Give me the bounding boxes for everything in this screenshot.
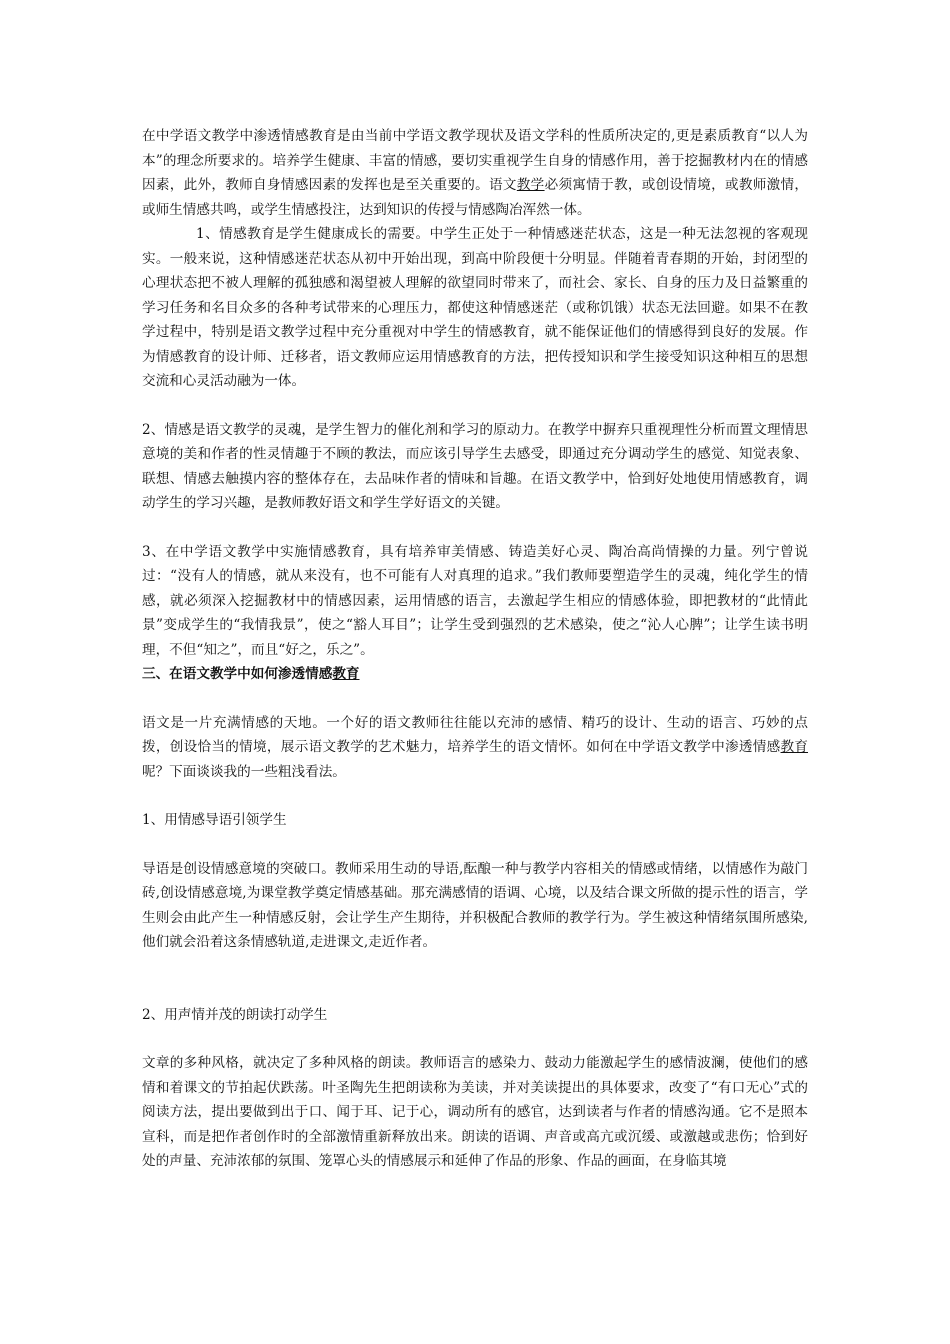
point-2-paragraph: 2、情感是语文教学的灵魂，是学生智力的催化剂和学习的原动力。在教学中摒弃只重视理性分析而置文理情思意境的美和作者的性灵情趣于不顾的教法，而应该引导学生去感受，即通过充分调动学生的感觉、知觉表象、联想、情感去触摸内容的整体存在，去品味作者的情味和旨趣。在语文教学中，恰到好处地使用情感教育，调动学生的学习兴趣，是教师教好语文和学生学好语文的关键。 [142, 421, 808, 511]
method-1-paragraph: 导语是创设情感意境的突破口。教师采用生动的导语,酝酿一种与教学内容相关的情感或情绪，以情感作为敲门砖,创设情感意境,为课堂教学奠定情感基础。那充满感情的语调、心境，以及结合课文所做的提示性的语言，学生则会由此产生一种情感反射，会让学生产生期待，并积极配合教师的教学行为。学生被这种情绪氛围所感染,他们就会沿着这条情感轨道,走进课文,走近作者。 [142, 860, 808, 950]
education-heading-link[interactable]: 教育 [332, 666, 360, 682]
intro-text-part1: 在中学语文教学中渗透情感教育是由当前中学语文教学现状及语文学科的性质所决定的,更是素质教育“以人为本”的理念所要求的。培养学生健康、丰富的情感，要切实重视学生自身的情感作用，善于挖掘教材内在的情感因素，此外，教师自身情感因素的发挥也是至关重要的。语文 [142, 128, 808, 193]
point-1-paragraph: 1、情感教育是学生健康成长的需要。中学生正处于一种情感迷茫状态，这是一种无法忽视的客观现实。一般来说，这种情感迷茫状态从初中开始出现，到高中阶段便十分明显。伴随着青春期的开始，封闭型的心理状态把不被人理解的孤独感和渴望被人理解的欲望同时带来了，而社会、家长、自身的压力及日益繁重的学习任务和名目众多的各种考试带来的心理压力，都使这种情感迷茫（或称饥饿）状态无法回避。如果不在教学过程中，特别是语文教学过程中充分重视对中学生的情感教育，就不能保证他们的情感得到良好的发展。作为情感教育的设计师、迁移者，语文教师应运用情感教育的方法，把传授知识和学生接受知识这种相互的思想交流和心灵活动融为一体。 [142, 226, 808, 389]
section-3-intro-paragraph [142, 711, 808, 785]
section-3-heading [142, 662, 808, 687]
section-3-intro-part1: 语文是一片充满情感的天地。一个好的语文教师往往能以充沛的感情、精巧的设计、生动的语言、巧妙的点拨，创设恰当的情境，展示语文教学的艺术魅力，培养学生的语文情怀。如何在中学语文教学中渗透情感 [142, 714, 808, 755]
intro-paragraph [142, 124, 808, 222]
section-3-heading-text: 三、在语文教学中如何渗透情感 [142, 666, 333, 682]
method-2-title: 2、用声情并茂的朗读打动学生 [142, 1006, 328, 1023]
document-body [142, 124, 808, 1174]
point-3-paragraph: 3、在中学语文教学中实施情感教育，具有培养审美情感、铸造美好心灵、陶冶高尚情操的力量。列宁曾说过：“没有人的情感，就从来没有，也不可能有人对真理的追求。”我们教师要塑造学生的灵魂，纯化学生的情感，就必须深入挖掘教材中的情感因素，运用情感的语言，去激起学生相应的情感体验，即把教材的“此情此景”变成学生的“我情我景”，使之“豁人耳目”；让学生受到强烈的艺术感染，使之“沁人心脾”；让学生读书明理，不但“知之”，而且“好之，乐之”。 [142, 543, 808, 658]
education-link[interactable]: 教育 [780, 739, 809, 755]
method-2-paragraph: 文章的多种风格，就决定了多种风格的朗读。教师语言的感染力、鼓动力能激起学生的感情波澜，使他们的感情和着课文的节拍起伏跌荡。叶圣陶先生把朗读称为美读，并对美读提出的具体要求，改变了“有口无心”式的阅读方法，提出要做到出于口、闻于耳、记于心，调动所有的感官，达到读者与作者的情感沟通。它不是照本宣科，而是把作者创作时的全部激情重新释放出来。朗读的语调、声音或高亢或沉缓、或激越或悲伤；恰到好处的声量、充沛浓郁的氛围、笼罩心头的情感展示和延伸了作品的形象、作品的画面，在身临其境 [142, 1055, 808, 1169]
teaching-link[interactable]: 教学 [516, 177, 545, 193]
section-3-intro-part2: 呢？下面谈谈我的一些粗浅看法。 [142, 763, 346, 780]
method-1-title: 1、用情感导语引领学生 [142, 812, 287, 828]
intro-text-part2: 必须寓情于教，或创设情境，或教师激情，或师生情感共鸣，或学生情感投注，达到知识的传授与情感陶冶浑然一体。 [142, 177, 809, 218]
